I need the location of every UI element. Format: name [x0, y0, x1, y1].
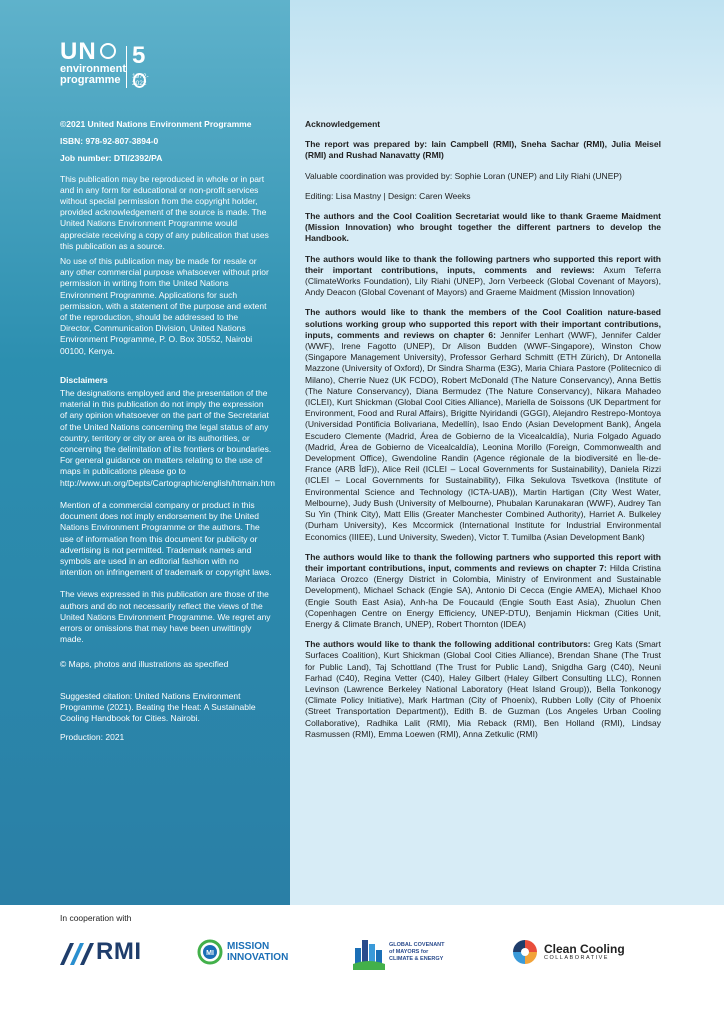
thanks-secretariat: The authors and the Cool Coalition Secretariat would like to thank Graeme Maidment (Mission Innovation) who brought together the different partners to develop the Handbook. [305, 211, 661, 244]
cc-line1: Clean Cooling [544, 942, 625, 956]
cc-line2: COLLABORATIVE [544, 955, 609, 961]
maps-credit: © Maps, photos and illustrations as specified [60, 659, 229, 670]
production: Production: 2021 [60, 732, 125, 743]
disclaimer-views: The views expressed in this publication are those of the authors and do not necessarily reflect the views of the United Nations Environment Programme. We regret any errors or omissions that may have been unwittingly made. [60, 589, 271, 645]
cooperation-label: In cooperation with [60, 913, 132, 923]
reproduction-notice: This publication may be reproduced in whole or in part and in any form for educational or non-profit services without special permission from the copyright holder, provided acknowledgement of the source is made. The United Nations Environment Programme would appreciate receiving a copy of any publication that uses this publication as a source. [60, 173, 269, 251]
unep-logo [60, 38, 149, 87]
thanks-chapter6: The authors would like to thank the members of the Cool Coalition nature-based solutions working group who supported this report with their important contributions, inputs, comments and reviews on chapter 6: Jennifer Lenhart (WWF), Jennifer Calder (WWF), Irene Fagotto (UNEP), Dr Alison Budden (WWF-Singapore), Winston Chow (Singapore Management University), Professor Gerhard Schmitt (ETH Zürich), Dr Antonella Mazzone (University of Oxford), Dr Sindra Sharma (E3G), Maria Chiara Pastore (Politecnico di Milano), Cherrie Nuez (UK FCDO), Robert McDonald (The Nature Conservancy), Anna Bettis (The Nature Conservancy), Diana Bermudez (The Nature Conservancy), Nikara Mahadeo (ICLEI), Kurt Shickman (Global Cool Cities Alliance), Mariella de Soissons (UK Department for Environment, Food and Rural Affairs), Brigitte Nyiridandi (GGGI), Alejandro Restrepo-Montoya (Universidad Pontificia Bolivariana, Medellín), Isao Endo (Asian Development Bank), Ángela Escudero Clemente (Madrid, Área de Gobierno de la Vicealcaldía), Nuria Folgado Aguado (Madrid, Área de Gobierno de Vicealcaldía), Leonina Morillo (Foreign, Commonwealth and Development Office), Gwendoline Randin (Agence régionale de la biodiversité en Île-de-France (ARB ÎdF)), Alice Reil (ICLEI – Local Governments for Sustainability), Daniela Rizzi (ICLEI – Local Governments for Sustainability), Filka Sekulova Tsvetkova (Institute of Environmental Science and Technology (ICTA-UAB)), Martin Hartigan (City West Water, Melbourne), Judy Bush (University of Melbourne), Phubalan Karunakaran (WWF), Audrey Tan Su Yin (Think City), Matt Ellis (Greater Manchester Combined Authority), Harriet A. Bulkeley (Durham University), Kes Mccormick (International Institute for Industrial Environmental Economics (IIIEE), Lund University, Sweden), Victor T. Tumilba (Asian Development Bank) [305, 307, 661, 542]
acknowledgement-column [305, 119, 661, 740]
legal-column [60, 119, 275, 743]
svg-text:MI: MI [206, 950, 214, 957]
prepared-by: The report was prepared by: Iain Campbell (RMI), Sneha Sachar (RMI), Julia Meisel (RMI) and Rushad Nanavatty (RMI) [305, 139, 661, 161]
thanks-chapter7: The authors would like to thank the following partners who supported this report with their important contributions, input, comments and reviews on chapter 7: Hilda Cristina Mariaca Orozco (Energy District in Colombia, Ministry of Environment and Sustainable Development), Michael Schack (Engie SA), Antonio Di Cecca (Engie AMEA), Michael Khoo (Engie South East Asia), Anh-ha De Foucauld (Engie South East Asia), Zhuolun Chen (Copenhagen Centre on Energy Efficiency, UNEP-DTU), Benjamin Hickman (Cities Unit, Energy & Climate Branch, UNEP), Robert Thornton (IDEA) [305, 551, 662, 629]
suggested-citation: Suggested citation: United Nations Environment Programme (2021). Beating the Heat: A Sustainable Cooling Handbook for Cities. Nairobi. [60, 690, 256, 723]
rmi-logo [60, 938, 142, 966]
mi-line2: INNOVATION [227, 952, 289, 963]
disclaimer-commercial: Mention of a commercial company or product in this document does not imply endorsement by the United Nations Environment Programme or the authors. The use of information from this document for publicity or advertising is not permitted. Trademark names and symbols are used in an editorial fashion with no intention on infringement of trademark or copyright laws. [60, 499, 272, 578]
partner-logos [0, 930, 724, 990]
city-skyline-icon [353, 934, 385, 970]
gc-line2: of MAYORS for [389, 948, 429, 955]
isbn: ISBN: 978-92-807-3894-0 [60, 136, 159, 147]
coordination: Valuable coordination was provided by: Sophie Loran (UNEP) and Lily Riahi (UNEP) [305, 170, 622, 181]
logo-anniversary: 5 [132, 44, 146, 92]
mission-innovation-logo [197, 939, 288, 965]
thanks-partners: The authors would like to thank the following partners who supported this report with their important contributions, inputs, comments and reviews: Axum Teferra (ClimateWorks Foundation), Lily Riahi (UNEP), Jorn Verbeeck (Global Covenant of Mayors), Andy Deacon (Global Covenant of Mayors) and Graeme Maidment (Mission Innovation) [305, 253, 661, 298]
mi-circle-icon [197, 939, 223, 965]
gc-line1: GLOBAL COVENANT [389, 941, 445, 948]
un-emblem-icon [100, 43, 116, 59]
thanks-additional: The authors would like to thank the following additional contributors: Greg Kats (Smart Surfaces Coalition), Kurt Shickman (Global Cool Cities Alliance), Brendan Shane (The Trust for Public Land), Taj Schottland (The Trust for Public Land), Snigdha Garg (C40), Neuni Farhad (C40), Regina Vetter (C40), Haley Gilbert (Haley Gilbert Consulting LLC), Ronnen Levinson (Lawrence Berkeley National Laboratory (Heat Island Group)), Bella Tonkonogy (Climate Policy Initiative), Mark Hartman (City of Phoenix), Rubben Lolly (City of Phoenix (Street Transportation Department)), Edith B. de Guzman (Los Angeles Urban Cooling Collaborative), Radhika Lalit (RMI), Mia Reback (RMI), Ben Holland (RMI), Lindsay Rasmussen (RMI), Emma Loewen (RMI), Anna Zetkulic (RMI) [305, 639, 661, 739]
disclaimer-designations: The designations employed and the presentation of the material in this publication do not imply the expression of any opinion whatsoever on the part of the Secretariat of the United Nations concerning the legal status of any country, territory or city or area or its authorities, or concerning the delimitation of its frontiers or boundaries. For general guidance on matters relating to the use of maps in publications please go to http://www.un.org/Depts/Cartographic/english/htmain.htm [60, 388, 275, 488]
mi-line1: MISSION [227, 941, 270, 952]
logo-years: 1972-2022 [132, 73, 149, 87]
logo-un: UN [60, 38, 97, 65]
copyright: ©2021 United Nations Environment Programme [60, 119, 252, 129]
gc-line3: CLIMATE & ENERGY [389, 955, 444, 962]
logo-divider [126, 46, 127, 88]
disclaimers-title: Disclaimers [60, 374, 108, 385]
logo-line2: programme [60, 74, 121, 86]
acknowledgement-title: Acknowledgement [305, 119, 381, 129]
editing-design: Editing: Lisa Mastny | Design: Caren Weeks [305, 190, 471, 201]
resale-notice: No use of this publication may be made for resale or any other commercial purpose whatsoever without prior permission in writing from the United Nations Environment Programme. Applications for such permission, with a statement of the purpose and extent of the reproduction, should be addressed to the Director, Communication Division, United Nations Environment Programme, P. O. Box 30552, Nairobi 00100, Kenya. [60, 256, 269, 356]
clean-cooling-icon [511, 938, 539, 966]
rmi-mark-icon [60, 939, 96, 965]
clean-cooling-logo [511, 938, 625, 966]
logo-line1: environment [60, 63, 127, 75]
global-covenant-logo [353, 934, 445, 970]
job-number: Job number: DTI/2392/PA [60, 153, 163, 164]
rmi-text: RMI [96, 938, 142, 965]
